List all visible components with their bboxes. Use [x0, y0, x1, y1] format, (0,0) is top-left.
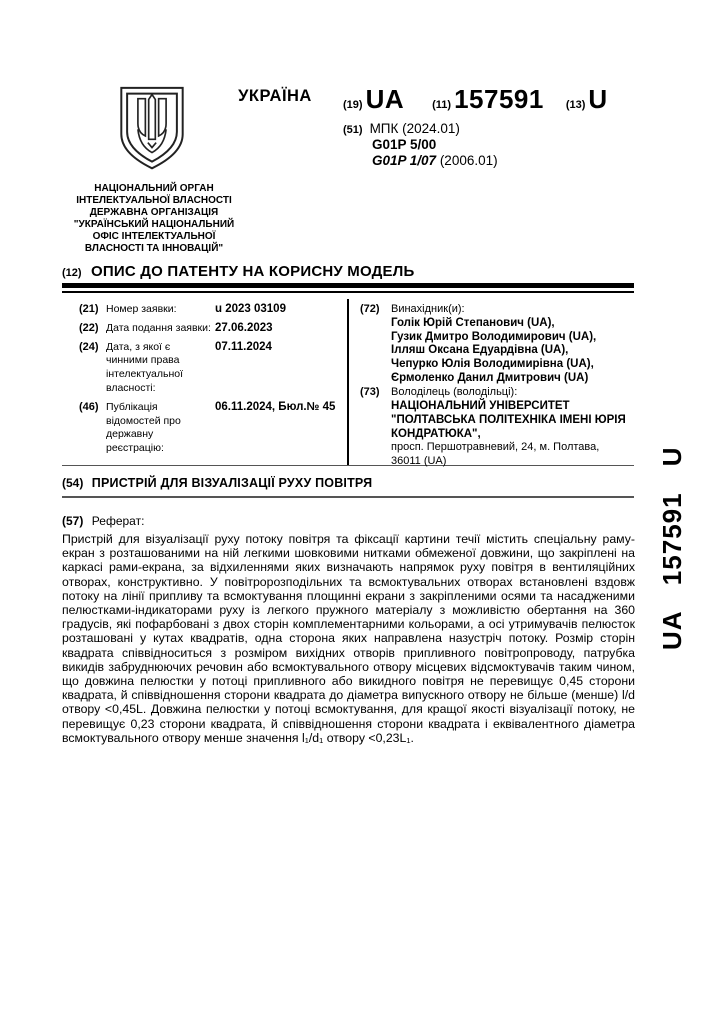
publication-info-row: [79, 401, 339, 456]
owner-row: [360, 386, 632, 469]
table-column-divider: [347, 299, 349, 465]
inventors-label: Винахідник(и):: [391, 303, 465, 315]
ipc-class-second-line: [372, 153, 633, 168]
owner-name-line: КОНДРАТЮКА",: [391, 427, 481, 440]
owner-address-line: просп. Першотравневий, 24, м. Полтава,: [391, 441, 600, 454]
inid-73: (73): [360, 386, 380, 399]
inid-12: (12): [62, 267, 82, 279]
inid-21: (21): [79, 303, 99, 315]
publication-info-value: 06.11.2024, Бюл.№ 45: [215, 400, 336, 413]
office-name-block: [70, 183, 238, 254]
inventor-name: Ілляш Оксана Едуардівна (UA),: [391, 344, 569, 357]
ipc-header-line: [343, 121, 633, 136]
inid-24: (24): [79, 340, 99, 353]
inventors-row: [360, 303, 632, 385]
filing-date-row: [79, 322, 339, 336]
publication-number: 157591: [454, 84, 544, 114]
document-type-title: ОПИС ДО ПАТЕНТУ НА КОРИСНУ МОДЕЛЬ: [91, 263, 415, 280]
country-code: UA: [365, 84, 405, 114]
abstract-heading: [62, 512, 144, 530]
invention-title: ПРИСТРІЙ ДЛЯ ВІЗУАЛІЗАЦІЇ РУХУ ПОВІТРЯ: [91, 476, 373, 490]
office-line: ІНТЕЛЕКТУАЛЬНОЇ ВЛАСНОСТІ: [76, 194, 232, 206]
effective-date-value: 07.11.2024: [215, 340, 272, 353]
inid-19: (19): [343, 99, 363, 111]
country-name: УКРАЇНА: [238, 87, 312, 105]
invention-title-heading: [62, 474, 372, 492]
office-line: ОФІС ІНТЕЛЕКТУАЛЬНОЇ: [92, 230, 216, 242]
application-number-label: Номер заявки:: [106, 303, 177, 315]
inventor-name: Чепурко Юлія Володимирівна (UA),: [391, 357, 594, 370]
publication-block: [343, 84, 633, 168]
ipc-title: МПК (2024.01): [369, 121, 460, 136]
inventor-name: Голік Юрій Степанович (UA),: [391, 316, 555, 329]
inid-72: (72): [360, 303, 380, 315]
publication-info-label: Публікація відомостей про державну реєстрацію:: [106, 400, 181, 455]
effective-date-label: Дата, з якої є чинними права інтелектуальної власності:: [106, 340, 184, 394]
owner-address-line: 36011 (UA): [391, 455, 447, 468]
inid-22: (22): [79, 321, 99, 334]
office-line: ДЕРЖАВНА ОРГАНІЗАЦІЯ: [89, 206, 219, 218]
ukraine-trident-emblem-icon: [118, 84, 186, 173]
inid-54: (54): [62, 476, 84, 490]
ipc-class-second: G01P 1/07: [372, 153, 437, 168]
inid-57: (57): [62, 514, 84, 528]
owner-name-line: НАЦІОНАЛЬНИЙ УНІВЕРСИТЕТ: [391, 400, 570, 413]
application-number-row: [79, 303, 339, 317]
inventor-name: Єрмоленко Данил Дмитрович (UA): [391, 371, 589, 384]
abstract-text: Пристрій для візуалізації руху потоку повітря та фіксації картини течії містить спеціальну раму-екран з розташованими на ній легкими шовковими нитками обмеженої довжини, що закріплені на каркасі рами-екрана, за відхиленнями яких визначають напрямок руху повітря в вентиляційних отворах, конструктивно. У повітророзподільних та всмоктувальних отворах встановлені вздовж потоку на лінії припливу та всмоктування площинні екрани з закріпленими осями та насадженими пелюстками-індикаторами руху із легкого пружного матеріалу з можливістю обертання на 360 градусів, які пофарбовані з двох сторін комплементарними кольорами, а осі утримувачів пелюсток розташовані у кутах квадратів, одна сторона яких направлена назустріч потоку. Розмір сторін квадрата співвідноситься з розміром вихідних отворів припливного повітропроводу, патрубка викидів забруднюючих речовин або всмоктувального отвору місцевих відсмоктувачів таким чином, що довжина пелюстки у потоці припливного або викидного повітря не перевищує 0,45 сторони квадрата, й співвідношення сторони квадрата до діаметра випускного отвору не більше (менше) l/d отвору <0,45L. Довжина пелюстки у потоці всмоктування, для кращої якості візуалізації потоку, не перевищує 0,23 сторони квадрата, й співвідношення сторони квадрата і еквівалентного діаметра всмоктувального отвору менше значення l₁/d₁ отвору <0,23L₁.: [62, 532, 635, 745]
inid-51: (51): [343, 124, 363, 136]
biblio-left-column: [79, 303, 339, 461]
office-line: НАЦІОНАЛЬНИЙ ОРГАН: [94, 183, 214, 194]
filing-date-value: 27.06.2023: [215, 321, 273, 334]
kind-code: U: [588, 84, 608, 114]
inid-11: (11): [432, 99, 452, 111]
heading-rule-thin: [62, 291, 634, 293]
inid-13: (13): [565, 99, 586, 111]
filing-date-label: Дата подання заявки:: [106, 321, 211, 334]
inid-46: (46): [79, 400, 99, 413]
abstract-label: Реферат:: [91, 514, 145, 528]
owner-name-line: "ПОЛТАВСЬКА ПОЛІТЕХНІКА ІМЕНІ ЮРІЯ: [391, 413, 626, 426]
heading-rule-thick: [62, 283, 634, 288]
office-line: ВЛАСНОСТІ ТА ІННОВАЦІЙ": [84, 242, 224, 254]
document-type-heading: [62, 263, 414, 281]
effective-date-row: [79, 341, 339, 396]
biblio-right-column: [360, 303, 632, 470]
office-line: "УКРАЇНСЬКИЙ НАЦІОНАЛЬНИЙ: [73, 218, 235, 230]
publication-number-line: [343, 84, 633, 115]
owner-label: Володілець (володільці):: [391, 386, 518, 399]
ipc-class-main: G01P 5/00: [372, 137, 437, 152]
title-rule: [62, 496, 634, 498]
inventor-name: Гузик Дмитро Володимирович (UA),: [391, 330, 597, 343]
side-publication-label: UA 157591 U: [657, 446, 687, 650]
ipc-class-second-year: (2006.01): [439, 153, 498, 168]
application-number-value: u 2023 03109: [215, 303, 286, 315]
